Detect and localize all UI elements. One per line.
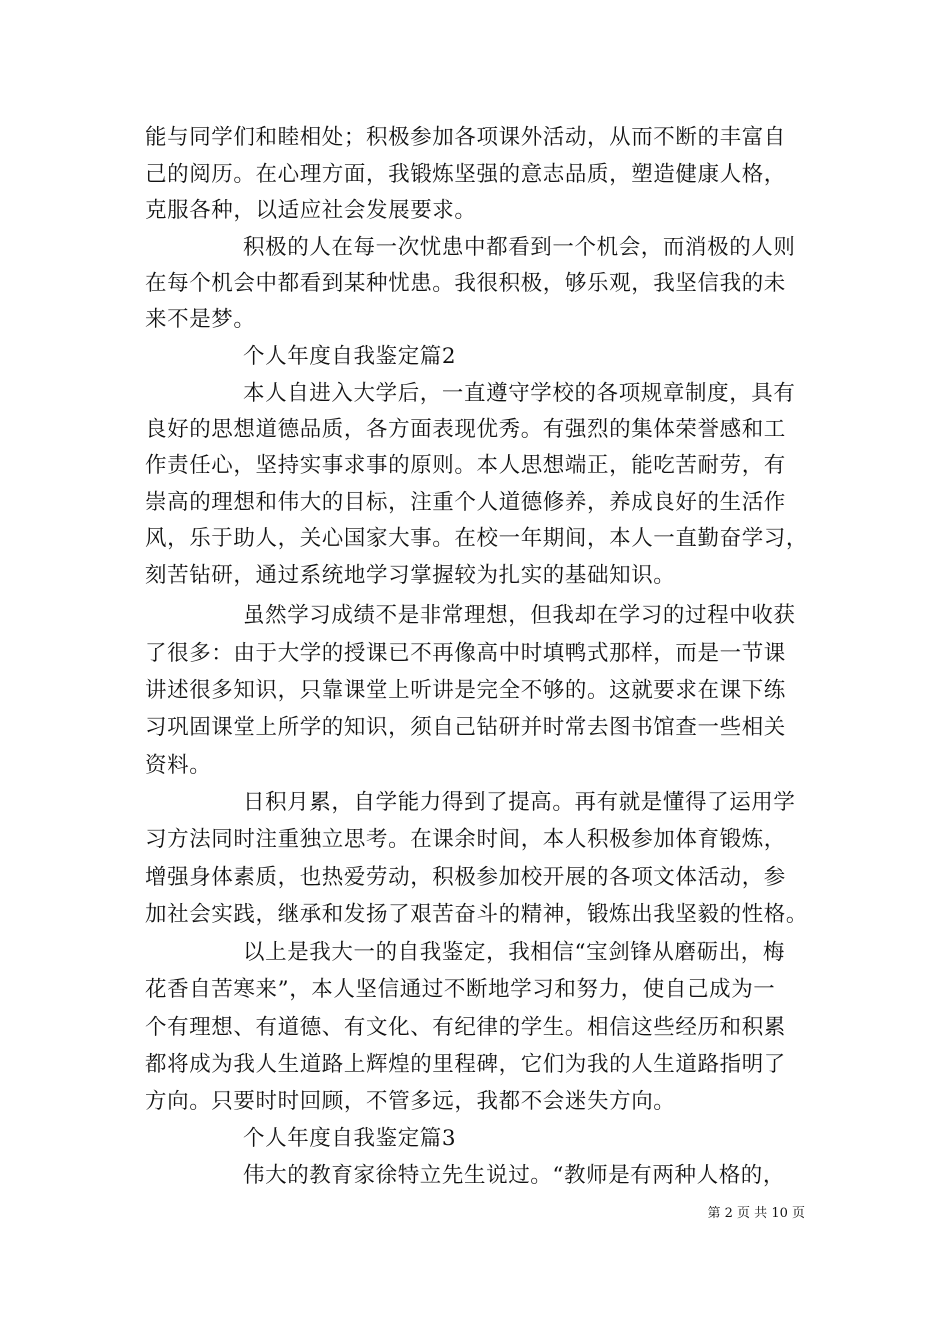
paragraph-line: 能与同学们和睦相处；积极参加各项课外活动，从而不断的丰富自	[145, 125, 786, 150]
section-heading: 个人年度自我鉴定篇3	[243, 1126, 457, 1151]
paragraph-line: 习巩固课堂上所学的知识，须自己钻研并时常去图书馆查一些相关	[145, 715, 786, 740]
paragraph-line: 崇高的理想和伟大的目标，注重个人道德修养，养成良好的生活作	[145, 490, 786, 515]
page-number-footer: 第 2 页 共 10 页	[707, 1206, 805, 1221]
paragraph-line: 方向。只要时时回顾，不管多远，我都不会迷失方向。	[145, 1089, 676, 1114]
paragraph-line: 在每个机会中都看到某种忧患。我很积极，够乐观，我坚信我的未	[145, 271, 786, 296]
paragraph-line: 增强身体素质，也热爱劳动，积极参加校开展的各项文体活动，参	[145, 865, 786, 890]
paragraph-line: 克服各种，以适应社会发展要求。	[145, 198, 477, 223]
paragraph-line: 来不是梦。	[145, 307, 256, 332]
paragraph-line: 风，乐于助人，关心国家大事。在校一年期间，本人一直勤奋学习，	[145, 526, 809, 551]
paragraph-line: 积极的人在每一次忧患中都看到一个机会，而消极的人则	[243, 235, 796, 260]
paragraph-line: 都将成为我人生道路上辉煌的里程碑，它们为我的人生道路指明了	[145, 1052, 786, 1077]
paragraph-line: 己的阅历。在心理方面，我锻炼坚强的意志品质，塑造健康人格，	[145, 162, 786, 187]
paragraph-line: 资料。	[145, 753, 212, 778]
paragraph-line: 习方法同时注重独立思考。在课余时间，本人积极参加体育锻炼，	[145, 827, 786, 852]
paragraph-line: 讲述很多知识，只靠课堂上听讲是完全不够的。这就要求在课下练	[145, 678, 786, 703]
section-heading: 个人年度自我鉴定篇2	[243, 344, 457, 369]
paragraph-line: 刻苦钻研，通过系统地学习掌握较为扎实的基础知识。	[145, 563, 676, 588]
paragraph-line: 作责任心，坚持实事求事的原则。本人思想端正，能吃苦耐劳，有	[145, 453, 786, 478]
paragraph-line: 个有理想、有道德、有文化、有纪律的学生。相信这些经历和积累	[145, 1015, 786, 1040]
paragraph-line: 虽然学习成绩不是非常理想，但我却在学习的过程中收获	[243, 603, 796, 628]
paragraph-line: 日积月累，自学能力得到了提高。再有就是懂得了运用学	[243, 790, 796, 815]
paragraph-line: 了很多：由于大学的授课已不再像高中时填鸭式那样，而是一节课	[145, 641, 786, 666]
paragraph-line: 花香自苦寒来”，本人坚信通过不断地学习和努力，使自己成为一	[145, 977, 776, 1002]
paragraph-line: 伟大的教育家徐特立先生说过。“教师是有两种人格的，	[243, 1163, 785, 1188]
paragraph-line: 本人自进入大学后，一直遵守学校的各项规章制度，具有	[243, 381, 796, 406]
paragraph-line: 以上是我大一的自我鉴定，我相信“宝剑锋从磨砺出，梅	[243, 940, 785, 965]
paragraph-line: 良好的思想道德品质，各方面表现优秀。有强烈的集体荣誉感和工	[145, 417, 786, 442]
paragraph-line: 加社会实践，继承和发扬了艰苦奋斗的精神，锻炼出我坚毅的性格。	[145, 902, 809, 927]
